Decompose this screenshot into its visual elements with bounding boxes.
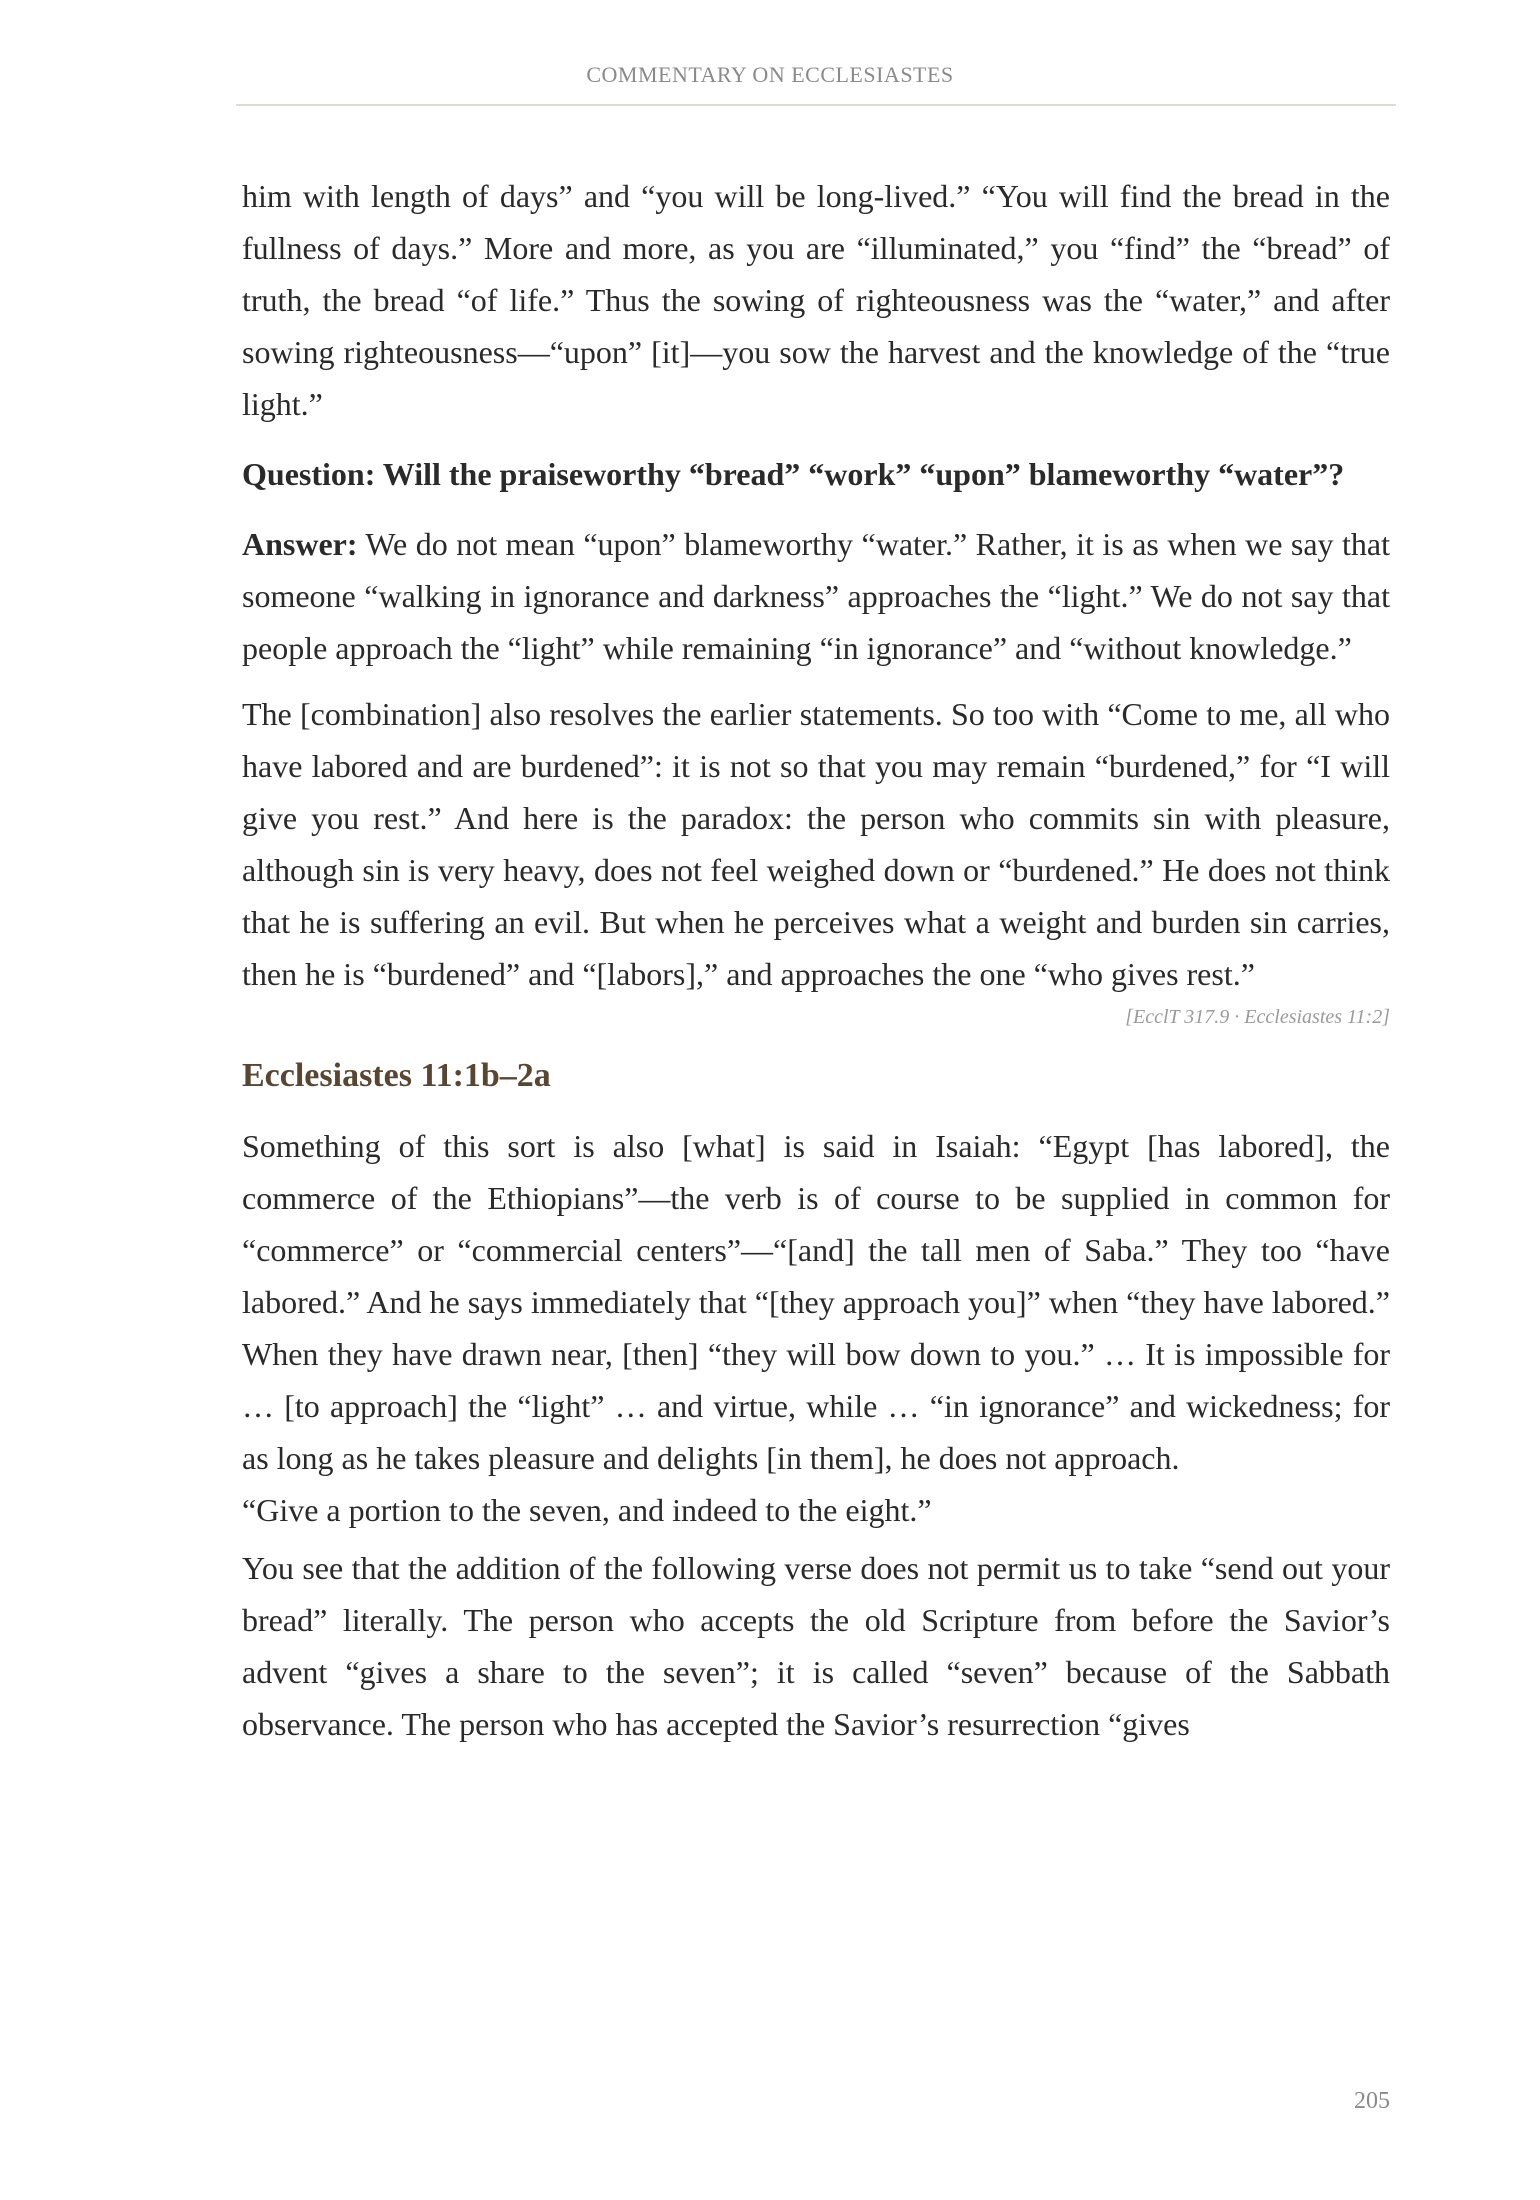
answer-label: Answer:	[242, 526, 358, 562]
paragraph-isaiah: Something of this sort is also [what] is said in Isaiah: “Egypt [has labored], the commerce of the Ethiopians”—the verb is of course to be supplied in common for “commerce” or “commercial centers”—“[and] the tall men of Saba.” They too “have labored.” And he says immediately that “[they approach you]” when “they have labored.” When they have drawn near, [then] “they will bow down to you.” … It is impossible for … [to approach] the “light” … and virtue, while … “in ignorance” and wickedness; for as long as he takes pleasure and delights [in them], he does not approach.	[242, 1128, 1390, 1476]
page-body	[242, 170, 1390, 1750]
paragraph-continued: him with length of days” and “you will be long-lived.” “You will find the bread in the fullness of days.” More and more, as you are “illuminated,” you “find” the “bread” of truth, the bread “of life.” Thus the sowing of righteousness was the “water,” and after sowing righteousness—“upon” [it]—you sow the harvest and the knowledge of the “true light.”	[242, 178, 1390, 422]
answer-paragraph	[242, 518, 1390, 674]
paragraph-seven-eight: You see that the addition of the following verse does not permit us to take “send out your bread” literally. The person who accepts the old Scripture from before the Savior’s advent “gives a share to the seven”; it is called “seven” because of the Sabbath observance. The person who has accepted the Savior’s resurrection “gives	[242, 1550, 1390, 1742]
paragraph-combination: The [combination] also resolves the earlier statements. So too with “Come to me, all who have labored and are burdened”: it is not so that you may remain “burdened,” for “I will give you rest.” And here is the paradox: the person who commits sin with pleasure, although sin is very heavy, does not feel weighed down or “burdened.” He does not think that he is suffering an evil. But when he perceives what a weight and burden sin carries, then he is “burdened” and “[labors],” and approaches the one “who gives rest.”	[242, 696, 1390, 992]
source-reference: [EcclT 317.9 · Ecclesiastes 11:2]	[1125, 1006, 1390, 1028]
answer-text: We do not mean “upon” blameworthy “water.” Rather, it is as when we say that someone “walking in ignorance and darkness” approaches the “light.” We do not say that people approach the “light” while remaining “in ignorance” and “without knowledge.”	[242, 526, 1390, 666]
section-heading: Ecclesiastes 11:1b–2a	[242, 1057, 551, 1094]
running-header: COMMENTARY ON ECCLESIASTES	[586, 62, 954, 87]
page-number: 205	[1354, 2088, 1390, 2114]
question-heading: Question: Will the praiseworthy “bread” “work” “upon” blameworthy “water”?	[242, 456, 1345, 492]
header-rule	[236, 104, 1396, 106]
verse-quote: “Give a portion to the seven, and indeed to the eight.”	[242, 1492, 932, 1528]
